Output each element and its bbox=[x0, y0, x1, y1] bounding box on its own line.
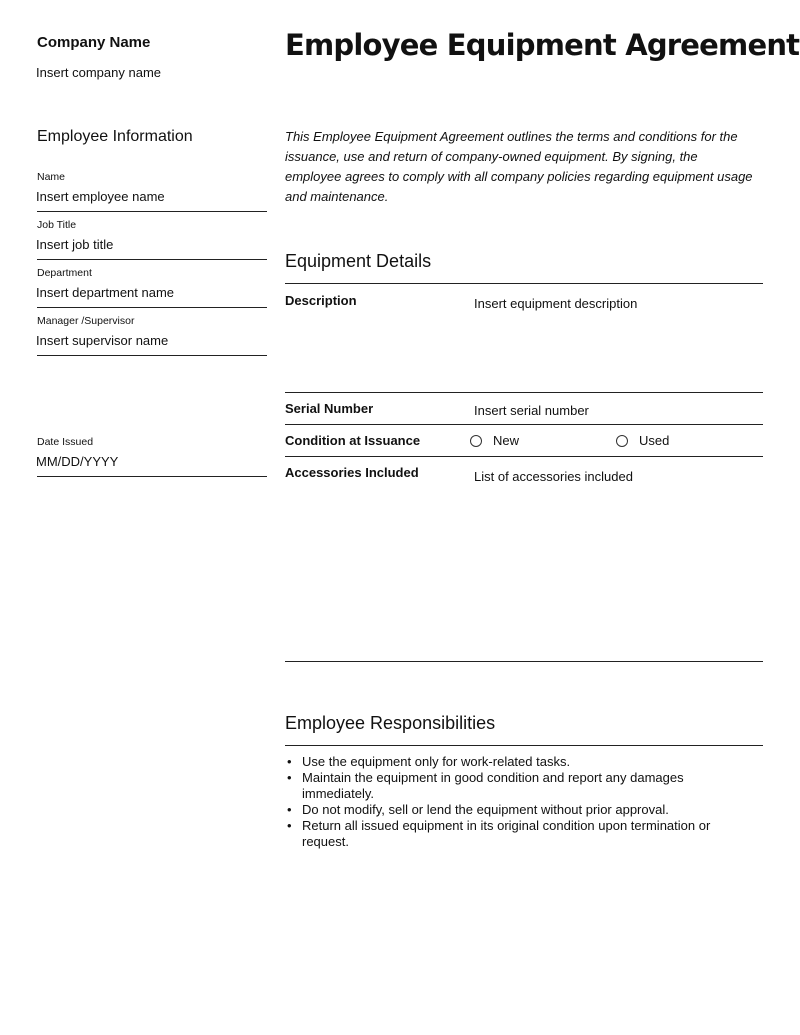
description-input[interactable]: Insert equipment description bbox=[474, 296, 638, 311]
responsibilities-list bbox=[285, 754, 755, 850]
condition-label: Condition at Issuance bbox=[285, 433, 421, 448]
employee-information-heading: Employee Information bbox=[37, 128, 193, 145]
serial-number-label: Serial Number bbox=[285, 401, 374, 416]
divider bbox=[285, 661, 763, 662]
accessories-label: Accessories Included bbox=[285, 465, 419, 480]
date-issued-label: Date Issued bbox=[37, 436, 94, 448]
employee-name-field bbox=[37, 170, 267, 212]
department-field bbox=[37, 266, 267, 308]
job-title-field bbox=[37, 218, 267, 260]
employee-name-label: Name bbox=[37, 171, 66, 183]
supervisor-field bbox=[37, 314, 267, 356]
condition-used-radio[interactable] bbox=[616, 433, 669, 448]
list-item: • Use the equipment only for work-related tasks. bbox=[285, 754, 755, 770]
agreement-intro: This Employee Equipment Agreement outlines the terms and conditions for the issuance, use and return of company-owned equipment. By signing, the employee agrees to comply with all company policies regarding equipment usage and maintenance. bbox=[285, 129, 753, 204]
company-name-field[interactable]: Insert company name bbox=[36, 65, 162, 80]
supervisor-input[interactable]: Insert supervisor name bbox=[36, 333, 169, 348]
job-title-label: Job Title bbox=[37, 219, 77, 231]
employee-responsibilities-heading: Employee Responsibilities bbox=[285, 713, 496, 733]
list-item: • Return all issued equipment in its original condition upon termination or request. bbox=[285, 818, 755, 850]
document-title: Employee Equipment Agreement bbox=[285, 28, 800, 62]
serial-number-input[interactable]: Insert serial number bbox=[474, 403, 589, 418]
employee-name-input[interactable]: Insert employee name bbox=[36, 189, 165, 204]
radio-circle-icon bbox=[616, 435, 628, 447]
divider bbox=[285, 745, 763, 746]
department-input[interactable]: Insert department name bbox=[36, 285, 175, 300]
divider bbox=[285, 392, 763, 393]
list-item: • Maintain the equipment in good condition and report any damages immediately. bbox=[285, 770, 755, 802]
divider bbox=[285, 456, 763, 457]
radio-circle-icon bbox=[470, 435, 482, 447]
condition-new-label: New bbox=[493, 433, 520, 448]
accessories-input[interactable]: List of accessories included bbox=[474, 469, 633, 484]
company-name-label: Company Name bbox=[37, 34, 151, 51]
supervisor-label: Manager /Supervisor bbox=[37, 315, 135, 327]
department-label: Department bbox=[37, 267, 92, 279]
divider bbox=[285, 424, 763, 425]
condition-new-radio[interactable] bbox=[470, 433, 519, 448]
divider bbox=[285, 283, 763, 284]
equipment-details-heading: Equipment Details bbox=[285, 251, 432, 271]
date-issued-input[interactable]: MM/DD/YYYY bbox=[36, 454, 119, 469]
job-title-input[interactable]: Insert job title bbox=[36, 237, 114, 252]
date-issued-field bbox=[37, 435, 267, 477]
condition-used-label: Used bbox=[639, 433, 670, 448]
list-item: • Do not modify, sell or lend the equipment without prior approval. bbox=[285, 802, 755, 818]
description-label: Description bbox=[285, 293, 357, 308]
